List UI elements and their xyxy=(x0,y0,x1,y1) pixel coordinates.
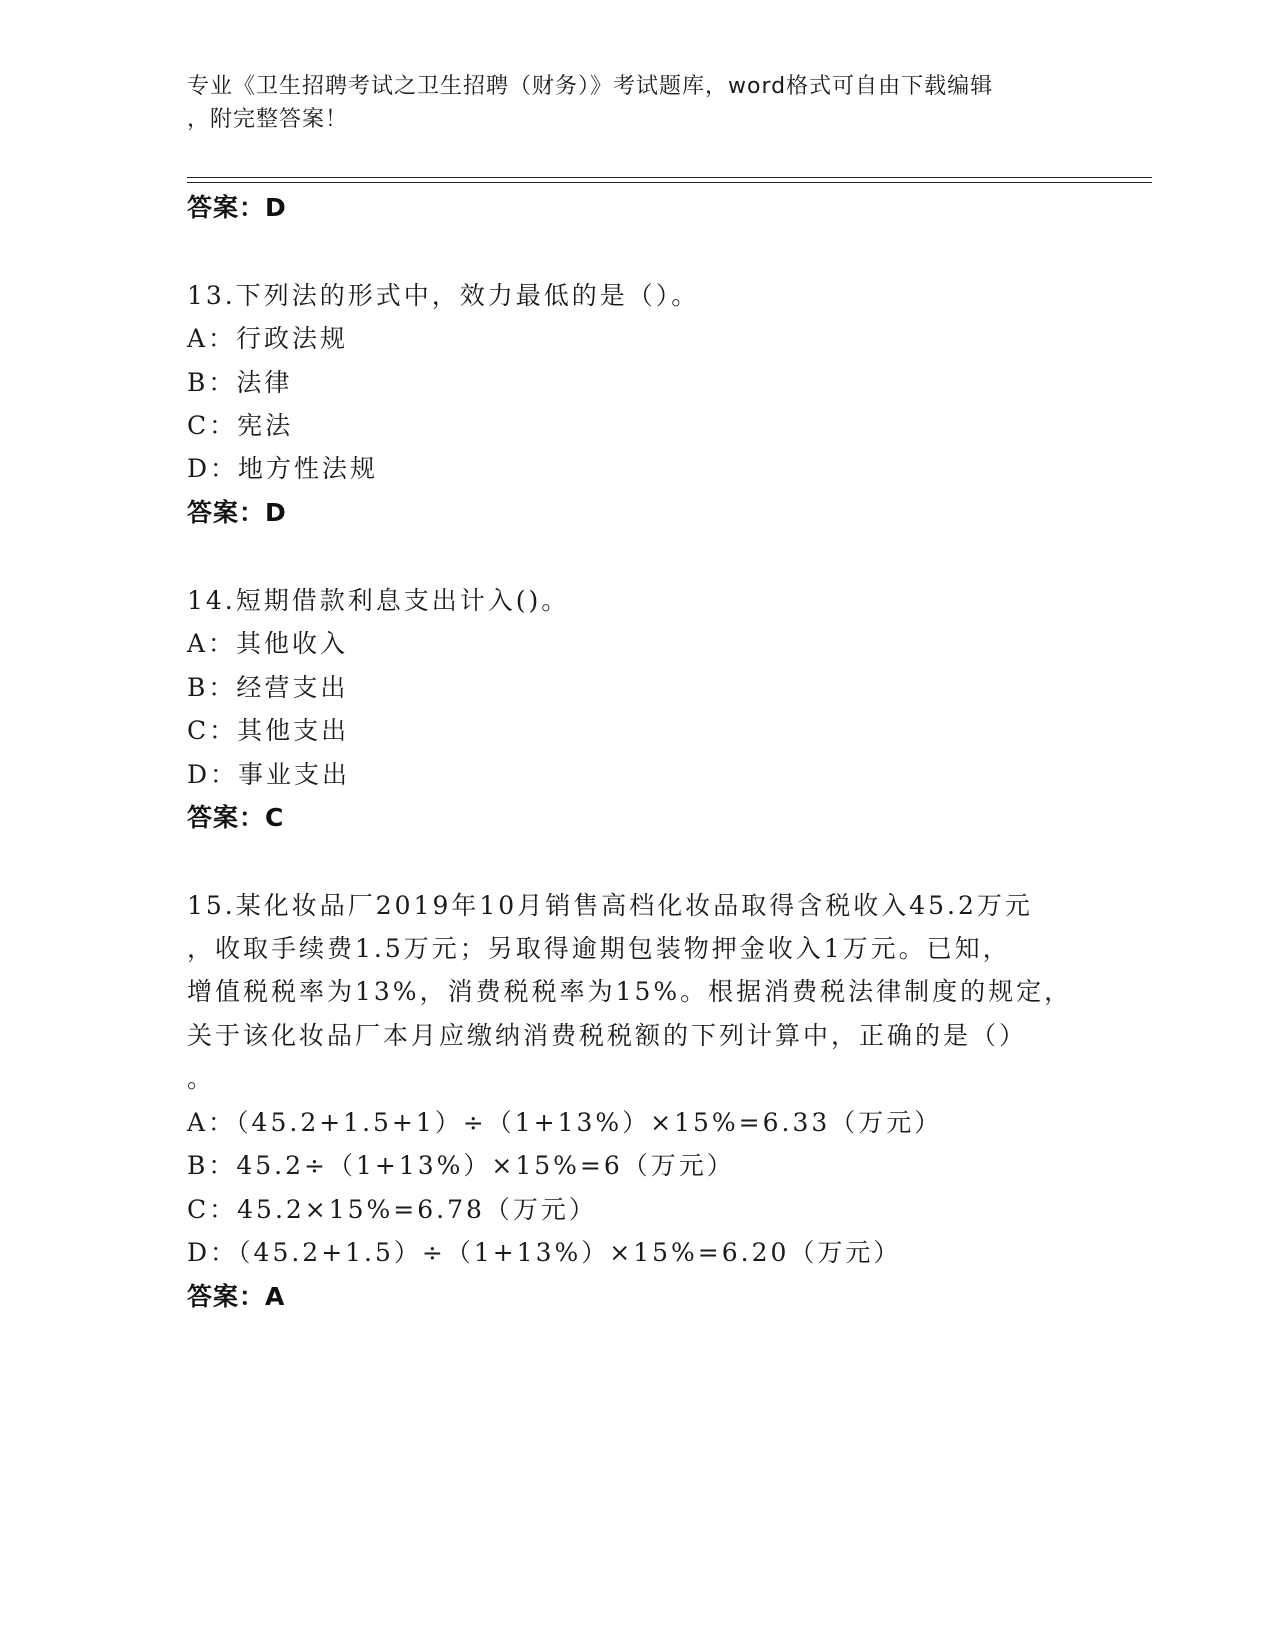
question-14-option-a: A：其他收入 xyxy=(187,629,349,658)
question-15-stem-line-4: 关于该化妆品厂本月应缴纳消费税税额的下列计算中，正确的是（） xyxy=(187,1021,1028,1050)
question-15-stem-line-3: 增值税税率为13%，消费税税率为15%。根据消费税法律制度的规定， xyxy=(187,977,1073,1006)
question-13-stem: 13.下列法的形式中，效力最低的是（）。 xyxy=(187,281,700,310)
question-13-option-d: D：地方性法规 xyxy=(187,454,379,483)
answer-13: 答案：D xyxy=(187,498,287,527)
question-15-stem-line-1: 15.某化妆品厂2019年10月销售高档化妆品取得含税收入45.2万元 xyxy=(187,891,1033,920)
question-14-stem: 14.短期借款利息支出计入()。 xyxy=(187,586,570,615)
header-rule-top xyxy=(187,177,1152,178)
question-15-option-a: A：（45.2+1.5+1）÷（1+13%）×15%=6.33（万元） xyxy=(187,1108,943,1137)
question-15-option-c: C：45.2×15%=6.78（万元） xyxy=(187,1195,597,1224)
header-rule-bottom xyxy=(187,182,1152,183)
header-line-2: ，附完整答案！ xyxy=(187,107,349,132)
question-14-option-c: C：其他支出 xyxy=(187,716,350,745)
question-15-option-d: D：（45.2+1.5）÷（1+13%）×15%=6.20（万元） xyxy=(187,1238,902,1267)
answer-14: 答案：C xyxy=(187,803,285,832)
question-14-option-d: D：事业支出 xyxy=(187,760,351,789)
answer-15: 答案：A xyxy=(187,1282,286,1311)
question-15-stem-line-5: 。 xyxy=(187,1064,216,1093)
header-line-1: 专业《卫生招聘考试之卫生招聘（财务）》考试题库，word格式可自由下载编辑 xyxy=(187,74,994,99)
question-14-option-b: B：经营支出 xyxy=(187,673,349,702)
document-header xyxy=(187,70,1067,136)
question-13-option-b: B：法律 xyxy=(187,368,293,397)
answer-12: 答案：D xyxy=(187,193,287,222)
question-15-stem-line-2: ，收取手续费1.5万元；另取得逾期包装物押金收入1万元。已知， xyxy=(187,934,1011,963)
question-13-option-c: C：宪法 xyxy=(187,411,294,440)
question-15-option-b: B：45.2÷（1+13%）×15%=6（万元） xyxy=(187,1151,735,1180)
question-13-option-a: A：行政法规 xyxy=(187,324,349,353)
